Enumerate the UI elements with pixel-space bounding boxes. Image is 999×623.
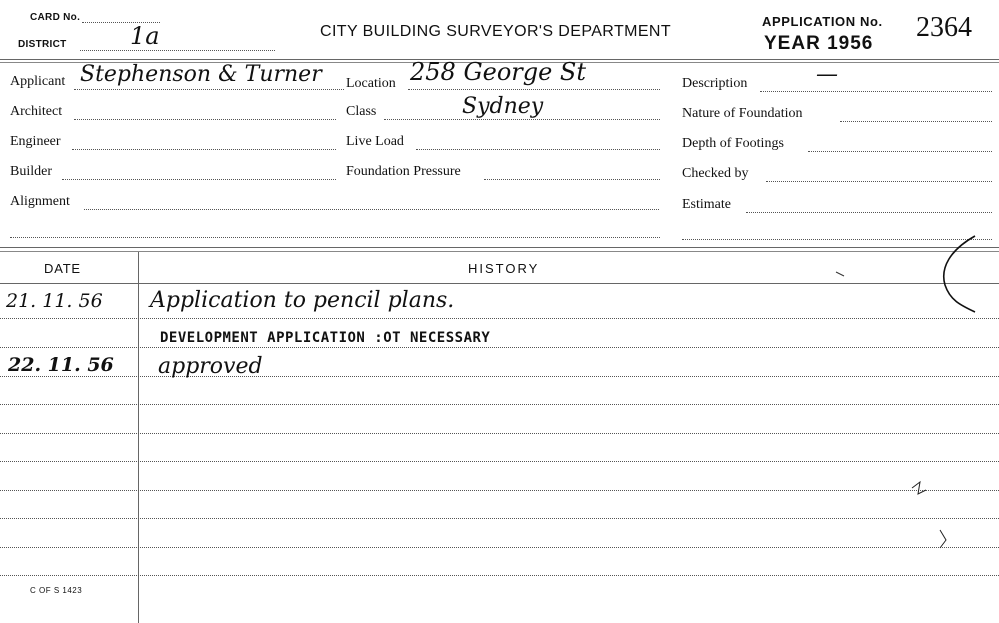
history-entry-3-date: 22. 11. 56 <box>8 354 114 376</box>
application-no-value: 2364 <box>916 12 972 43</box>
applicant-value: Stephenson & Turner <box>80 62 322 87</box>
live-load-label: Live Load <box>346 134 404 149</box>
description-label: Description <box>682 76 748 91</box>
checked-by-label: Checked by <box>682 166 749 181</box>
location-value-line1: 258 George St <box>410 58 587 86</box>
department-title: CITY BUILDING SURVEYOR'S DEPARTMENT <box>320 23 672 40</box>
year-label: YEAR 1956 <box>764 33 874 54</box>
nature-of-foundation-label: Nature of Foundation <box>682 106 803 121</box>
builder-label: Builder <box>10 164 52 179</box>
form-code: C OF S 1423 <box>30 586 83 595</box>
history-header: HISTORY <box>468 261 540 276</box>
class-label: Class <box>346 104 377 119</box>
card-no-label: CARD No. <box>30 12 81 23</box>
district-value: 1a <box>130 22 160 50</box>
location-value-line2: Sydney <box>462 94 544 119</box>
date-header: DATE <box>44 261 81 276</box>
alignment-label: Alignment <box>10 194 70 209</box>
pen-stroke-mark <box>912 482 926 494</box>
architect-label: Architect <box>10 104 63 119</box>
pen-stroke-mark <box>836 272 844 276</box>
depth-of-footings-label: Depth of Footings <box>682 136 784 151</box>
district-label: DISTRICT <box>18 39 67 50</box>
history-entry-2-text: DEVELOPMENT APPLICATION :OT NECESSARY <box>160 330 491 346</box>
location-label: Location <box>346 76 396 91</box>
applicant-label: Applicant <box>10 74 66 89</box>
pen-stroke-mark <box>940 530 946 548</box>
estimate-label: Estimate <box>682 197 731 212</box>
foundation-pressure-label: Foundation Pressure <box>346 164 461 179</box>
application-no-label: APPLICATION No. <box>762 14 883 29</box>
pen-stroke-curve <box>944 236 975 312</box>
engineer-label: Engineer <box>10 134 61 149</box>
history-entry-3-text: approved <box>158 354 263 379</box>
description-value: — <box>816 62 838 87</box>
history-entry-1-text: Application to pencil plans. <box>150 288 455 313</box>
history-entry-1-date: 21. 11. 56 <box>6 290 103 312</box>
